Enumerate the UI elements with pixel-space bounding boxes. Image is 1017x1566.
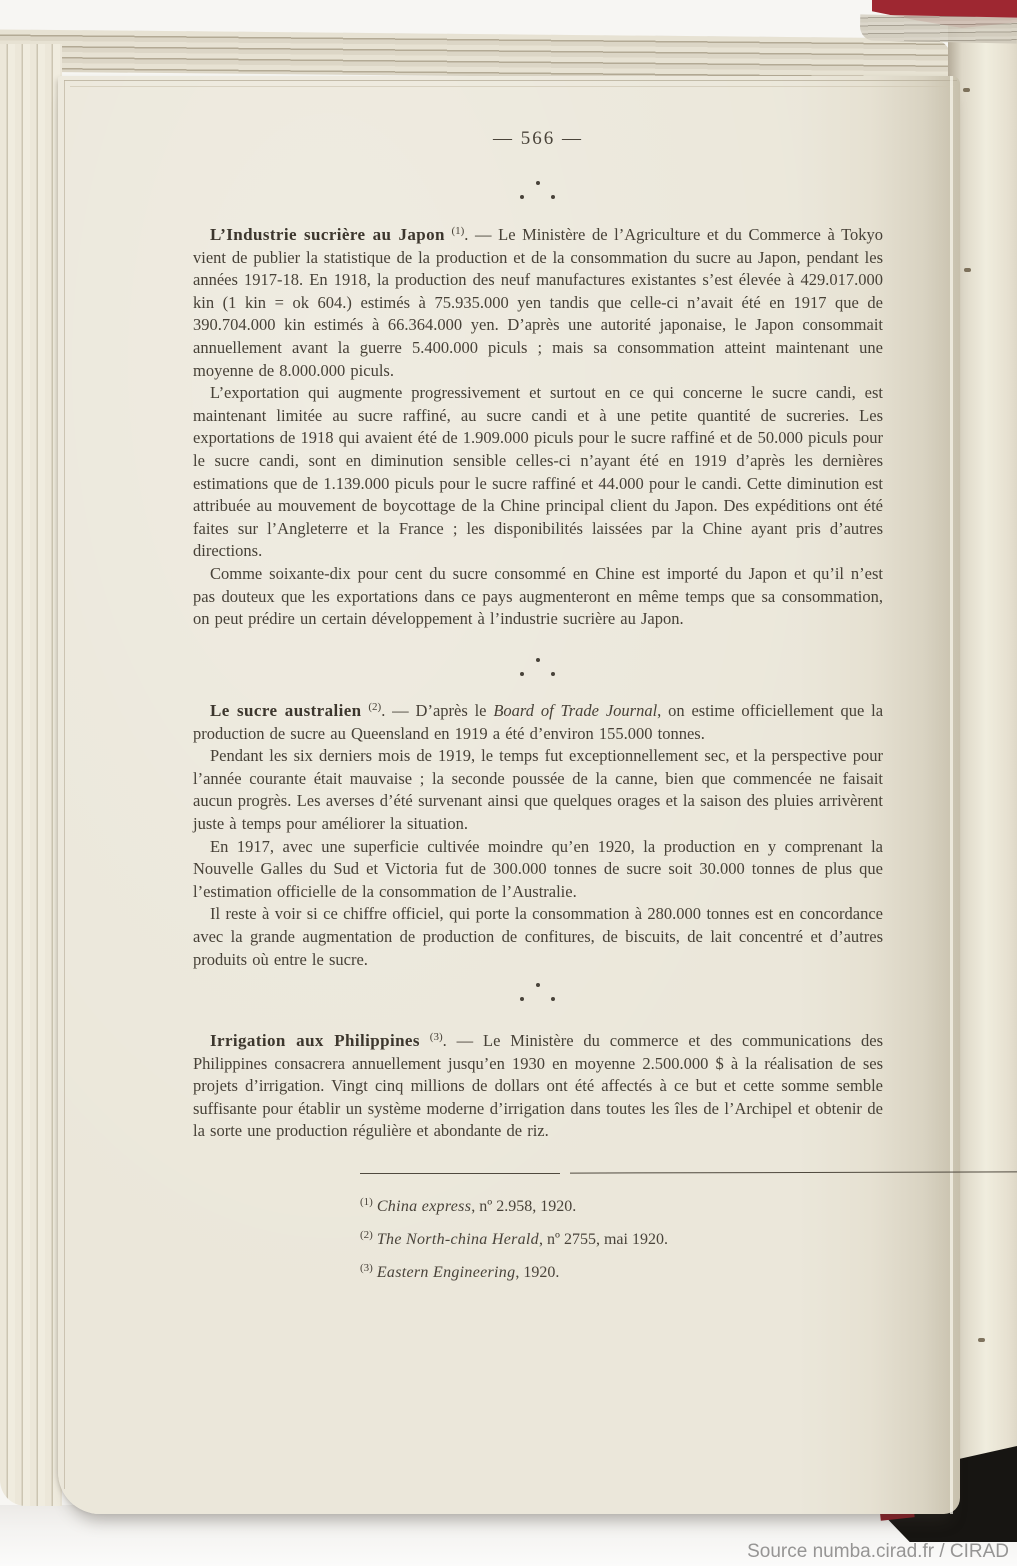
- lead-separator: . —: [381, 701, 416, 720]
- footnote-ref-marker: (1): [451, 225, 465, 237]
- asterism-icon: [520, 181, 556, 201]
- book-left-page-edges: [0, 44, 62, 1506]
- page-crease: [950, 76, 953, 1514]
- book-top-page-edges: [0, 29, 952, 80]
- asterism-icon: [520, 983, 556, 1003]
- lead-separator: . —: [464, 225, 499, 244]
- footnote-number: (3): [360, 1262, 373, 1274]
- lead-text: D’après le: [415, 701, 494, 720]
- paragraph: En 1917, avec une superficie cultivée moindre qu’en 1920, la production en y comprenant la Nouvelle Galles du Sud et Victoria fut de 300.000 tonnes de sucre soit 30.000 tonnes de plus que l’estimation officielle de la consommation de l’Australie.: [193, 836, 883, 901]
- footnote-item: [360, 1221, 1000, 1254]
- footnote-number: (2): [360, 1229, 373, 1241]
- paragraph: L’exportation qui augmente progressivement et surtout en ce qui concerne le sucre candi, est maintenant limitée au sucre raffiné, au sucre candi et à une petite quantité de sucreries. Les exportations de 1918 qui avaient été de 1.909.000 piculs pour le sucre raffiné et de 50.000 piculs pour le sucre candi, sont en diminution sensible celles-ci n’ayant été en 1919 d’après les dernières estimations que de 1.139.000 piculs pour le sucre raffiné et 44.000 pour le candi. Cette diminution est attribuée au mouvement de boycottage de la Chine principal client du Japon. Des expéditions ont été faites sur l’Angleterre et la France ; les disponibilités laissées par la Chine ayant pris d’autres directions.: [193, 383, 883, 561]
- book-top-right-page-edges: [860, 14, 1017, 43]
- lead-text: Le Ministère du commerce et des communications des Philippines consacrera annuellement jusqu’en 1930 en moyenne 2.500.000 $ à la réalisation de ses projets d’irrigation. Vingt cinq millions de dollars ont été affectés à ce but et cette somme semble suffisante pour établir un système moderne d’irrigation dans toutes les îles de l’Archipel et obtenir de la sorte une production régulière et abondante de riz.: [193, 1031, 884, 1141]
- asterism-icon: [520, 658, 556, 678]
- footnote-detail: , nº 2755, mai 1920.: [538, 1231, 668, 1248]
- page-edge-line: [64, 80, 65, 1489]
- footnote-title: China express: [376, 1198, 472, 1215]
- footnote-ref-marker: (3): [429, 1031, 443, 1043]
- footnote-number: (1): [360, 1196, 373, 1208]
- paragraph: Il reste à voir si ce chiffre officiel, qui porte la consommation à 280.000 tonnes est en concordance avec la grande augmentation de production de confitures, de biscuits, de lait concentré et d’autres produits où entre le sucre.: [193, 904, 883, 969]
- page-edge-line: [70, 86, 954, 87]
- section-heading: L’Industrie sucrière au Japon: [210, 225, 445, 244]
- binding-stitch: [963, 88, 970, 92]
- footnote-title: Eastern Engineering: [376, 1264, 516, 1281]
- page-edge-line: [64, 80, 957, 81]
- lead-italic: Board of Trade Journal: [493, 701, 658, 720]
- footnote-ref-marker: (2): [368, 701, 382, 713]
- section-philippines-irrigation: [193, 1026, 883, 1143]
- book-page: [58, 76, 960, 1514]
- lead-text: Le Ministère de l’Agriculture et du Commerce à Tokyo vient de publier la statistique de la production et de la consommation du sucre au Japon, pendant les années 1917-18. En 1918, la production des neuf manufactures existantes s’est élevée à 429.017.000 kin (1 kin = ok 604.) estimés à 75.935.000 yen tandis que celle-ci n’avait été en 1917 que de 390.704.000 kin estimés à 66.364.000 yen. D’après une autorité japonaise, le Japon consommait annuellement avant la guerre 5.400.000 piculs ; mais sa consommation atteint maintenant une moyenne de 8.000.000 piculs.: [193, 225, 884, 380]
- footnote-title: The North-china Herald: [376, 1231, 539, 1248]
- paragraph: Pendant les six derniers mois de 1919, le temps fut exceptionnellement sec, et la perspective pour l’année courante était mauvaise ; la seconde poussée de la canne, bien que commencée ne faisait aucun progrès. Les averses d’été survenant ainsi que quelques orages et la saison des pluies arrivèrent juste à temps pour améliorer la situation.: [193, 746, 883, 833]
- section-heading: Irrigation aux Philippines: [210, 1031, 420, 1050]
- footnote-rule: [360, 1172, 1017, 1175]
- footnote-item: [360, 1188, 1000, 1221]
- section-heading: Le sucre australien: [210, 701, 362, 720]
- section-australian-sugar: [193, 696, 883, 971]
- footnote-item: [360, 1254, 1000, 1287]
- footnotes: [360, 1188, 1000, 1287]
- section-japan-sugar: [193, 220, 883, 631]
- source-attribution: Source numba.cirad.fr / CIRAD: [747, 1541, 1009, 1562]
- footnote-detail: , 1920.: [515, 1264, 560, 1281]
- section-lead-paragraph: [193, 696, 883, 745]
- lead-separator: . —: [442, 1031, 484, 1050]
- section-lead-paragraph: [193, 220, 883, 382]
- binding-stitch: [978, 1338, 985, 1342]
- page-number: — 566 —: [493, 128, 583, 149]
- lead-text-end: , on estime officiellement que la production de sucre au Queensland en 1919 a été d’environ 155.000 tonnes.: [193, 701, 884, 743]
- paragraph: Comme soixante-dix pour cent du sucre consommé en Chine est importé du Japon et qu’il n’est pas douteux que les exportations dans ce pays augmenteront en même temps que sa consommation, on peut prédire un certain développement à l’industrie sucrière au Japon.: [193, 563, 883, 629]
- footnote-detail: , nº 2.958, 1920.: [471, 1198, 577, 1215]
- section-lead-paragraph: [193, 1026, 883, 1143]
- binding-stitch: [964, 268, 971, 272]
